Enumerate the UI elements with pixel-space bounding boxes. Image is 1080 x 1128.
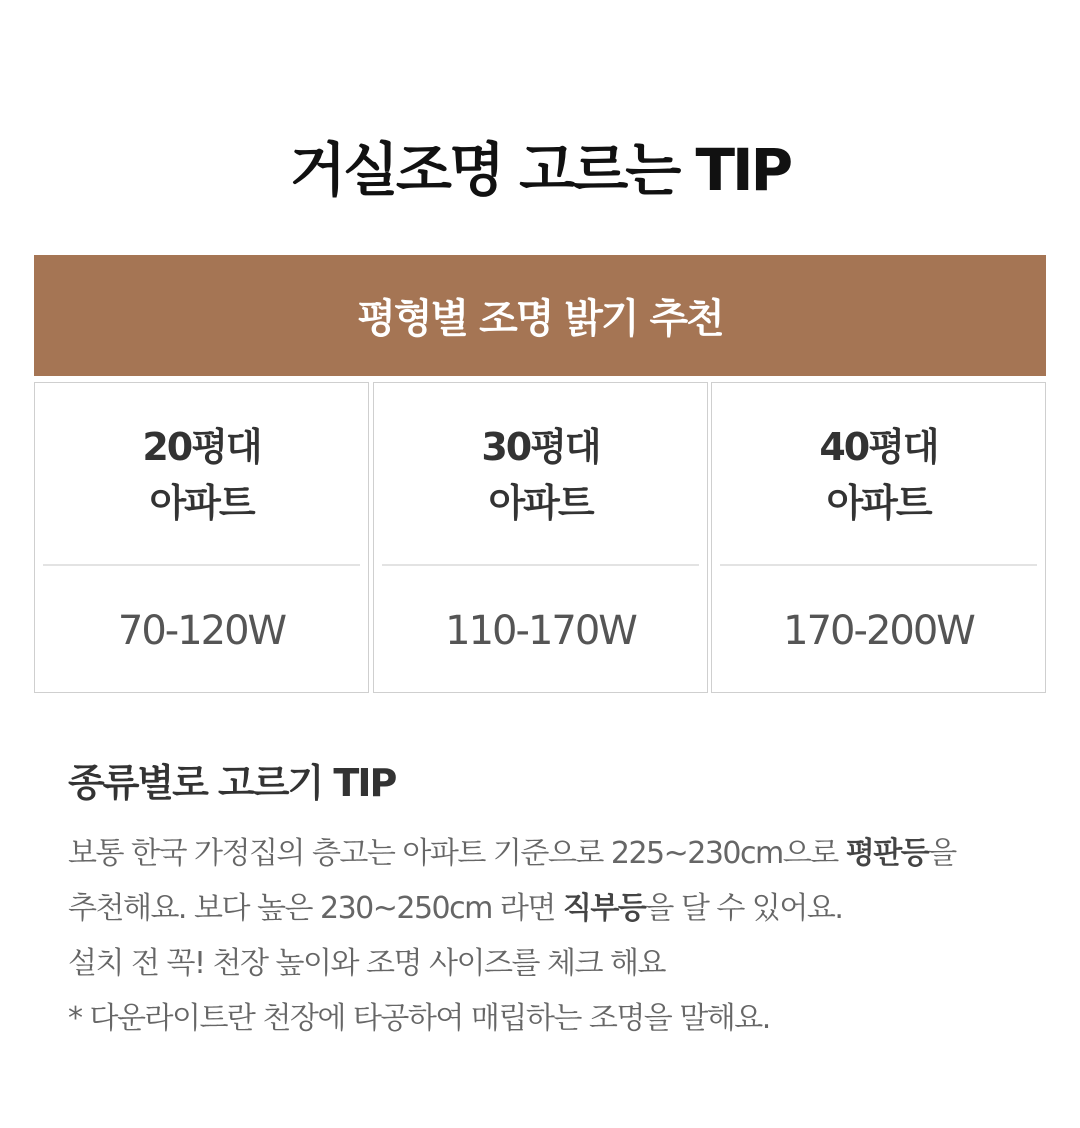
tip-text: 을 달 수 있어요.	[645, 891, 843, 926]
card-heading	[374, 419, 707, 531]
card-heading	[712, 419, 1045, 531]
card-type: 아파트	[149, 481, 254, 525]
card-divider	[382, 564, 699, 566]
card-20-pyeong	[34, 382, 369, 693]
card-type: 아파트	[826, 481, 931, 525]
tip-text: 추천해요. 보다 높은 230~250cm 라면	[68, 891, 563, 926]
tip-footnote: * 다운라이트란 천장에 타공하여 매립하는 조명을 말해요.	[68, 1001, 770, 1036]
card-size: 20평대	[142, 425, 261, 469]
card-wattage: 70-120W	[117, 608, 286, 654]
brightness-banner	[34, 255, 1046, 376]
tip-line-3: 설치 전 꼭! 천장 높이와 조명 사이즈를 체크 해요	[68, 946, 665, 981]
card-size: 40평대	[819, 425, 938, 469]
tips-section-title: 종류별로 고르기 TIP	[68, 761, 396, 805]
card-type: 아파트	[488, 481, 593, 525]
card-divider	[43, 564, 360, 566]
tip-highlight-ceiling-light: 직부등	[562, 891, 646, 926]
card-size: 30평대	[481, 425, 600, 469]
tip-text: 을	[928, 836, 956, 871]
tip-text: 보통 한국 가정집의 층고는 아파트 기준으로 225~230cm으로	[68, 836, 846, 871]
card-wattage: 170-200W	[783, 608, 974, 654]
tip-line-2	[68, 887, 1058, 931]
page-title: 거실조명 고르는 TIP	[289, 136, 791, 204]
card-divider	[720, 564, 1037, 566]
tip-highlight-flat-light: 평판등	[845, 836, 929, 871]
tip-line-1	[68, 832, 1058, 876]
banner-label: 평형별 조명 밝기 추천	[357, 296, 723, 342]
card-40-pyeong	[711, 382, 1046, 693]
card-30-pyeong	[373, 382, 708, 693]
card-heading	[35, 419, 368, 531]
card-wattage: 110-170W	[445, 608, 636, 654]
